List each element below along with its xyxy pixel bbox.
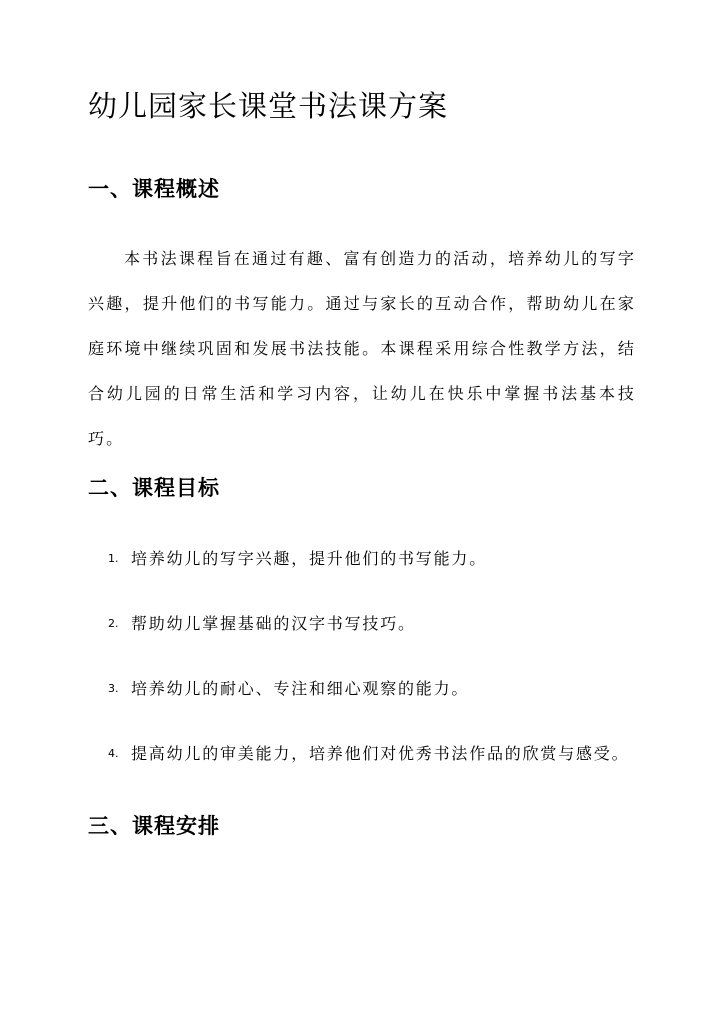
overview-paragraph: 本书法课程旨在通过有趣、富有创造力的活动，培养幼儿的写字兴趣，提升他们的书写能力。通过与家长的互动合作，帮助幼儿在家庭环境中继续巩固和发展书法技能。本课程采用综合性教学方法，结合幼儿园的日常生活和学习内容，让幼儿在快乐中掌握书法基本技巧。 <box>88 249 636 448</box>
list-item-number: 2. <box>108 617 119 630</box>
list-item-number: 3. <box>108 682 119 695</box>
section-heading-goals: 二、课程目标 <box>88 476 220 500</box>
list-item <box>88 731 636 776</box>
list-item <box>88 666 636 711</box>
section-heading-overview: 一、课程概述 <box>88 177 220 201</box>
list-item-number: 1. <box>108 552 119 565</box>
list-item-text: 提高幼儿的审美能力，培养他们对优秀书法作品的欣赏与感受。 <box>131 744 630 763</box>
list-item <box>88 601 636 646</box>
document-title: 幼儿园家长课堂书法课方案 <box>88 89 449 123</box>
list-item-text: 帮助幼儿掌握基础的汉字书写技巧。 <box>131 614 416 633</box>
goals-list <box>88 536 636 796</box>
list-item-text: 培养幼儿的写字兴趣，提升他们的书写能力。 <box>131 549 488 568</box>
list-item <box>88 536 636 581</box>
list-item-text: 培养幼儿的耐心、专注和细心观察的能力。 <box>131 679 470 698</box>
list-item-number: 4. <box>108 747 119 760</box>
section-heading-schedule: 三、课程安排 <box>88 814 220 838</box>
